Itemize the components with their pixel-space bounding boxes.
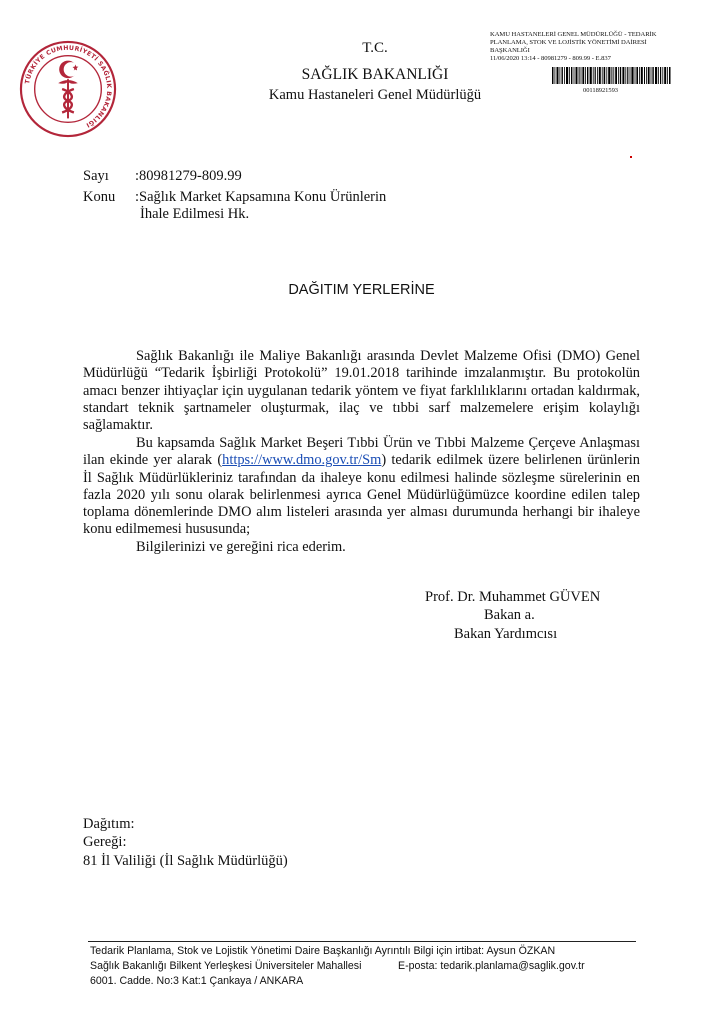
ministry-seal-logo (19, 40, 117, 138)
p2-line: konu edilmemesi hususunda; (83, 521, 251, 538)
p2-line-link: ilan ekinde yer alarak (https://www.dmo.gov.tr/Sm) tedarik edilmek üzere belirlenen ürünlerin (83, 452, 640, 469)
p1-line: Müdürlüğü “Tedarik İşbirliği Protokolü” 19.01.2018 tarihinde imzalanmıştır. Bu protokolün (83, 365, 640, 382)
sayi-value: :80981279-809.99 (135, 168, 242, 184)
gereği-label: Gereği: (83, 834, 127, 850)
signatory-role-1: Bakan a. (484, 607, 535, 623)
p3-text: Bilgilerinizi ve gereğini rica ederim. (136, 539, 346, 555)
footer-line-1: Tedarik Planlama, Stok ve Lojistik Yönetimi Daire Başkanlığı Ayrıntılı Bilgi için irtibat: Aysun ÖZKAN (90, 945, 556, 957)
header-directorate: Kamu Hastaneleri Genel Müdürlüğü (268, 87, 482, 103)
stamp-line-2: PLANLAMA, STOK VE LOJİSTİK YÖNETİMİ DAİRESİ (490, 39, 647, 46)
konu-value-line-2: İhale Edilmesi Hk. (140, 206, 250, 222)
stamp-line-4: 11/06/2020 13:14 - 80981279 - 809.99 - E.837 (490, 55, 611, 62)
document-stamp (490, 31, 709, 95)
svg-text:TÜRKİYE CUMHURİYETİ SAĞLIK BAK: TÜRKİYE CUMHURİYETİ SAĞLIK BAKANLIĞI (24, 44, 113, 129)
konu-label: Konu (83, 189, 116, 205)
footer-line-3: 6001. Cadde. No:3 Kat:1 Çankaya / ANKARA (90, 975, 304, 987)
p2-line: toplama dönemlerinde DMO alım listeleri arasında yer alması durumunda herhangi bir ihaleye (83, 504, 640, 521)
dmo-link[interactable]: https://www.dmo.gov.tr/Sm (222, 452, 382, 469)
p1-line: amacı benzer ihtiyaçlar için uygulanan tedarik yöntem ve fiyat farklılıklarını ortadan kaldırmak, (83, 382, 640, 399)
p2-line: Bu kapsamda Sağlık Market Beşeri Tıbbi Ürün ve Tıbbi Malzeme Çerçeve Anlaşması (136, 435, 640, 451)
footer-email: E-posta: tedarik.planlama@saglik.gov.tr (398, 960, 585, 972)
header-tc: T.C. (362, 40, 388, 56)
paragraph-3 (83, 539, 640, 556)
barcode-graphic (552, 67, 672, 84)
p2-line: fazla 2020 yılı sonu olarak belirlenmesi ayrıca Genel Müdürlüğümüzce koordine edilen talep (83, 486, 640, 503)
footer-address: Sağlık Bakanlığı Bilkent Yerleşkesi Üniversiteler Mahallesi (90, 960, 362, 972)
footer-divider (88, 941, 636, 942)
p1-line: sağlamaktır. (83, 417, 153, 434)
red-dot-mark (630, 156, 632, 158)
konu-value-line-1: :Sağlık Market Kapsamına Konu Ürünlerin (135, 189, 387, 205)
stamp-line-1: KAMU HASTANELERİ GENEL MÜDÜRLÜĞÜ - TEDARİK (490, 31, 657, 38)
paragraph-2 (83, 435, 640, 539)
signatory-name: Prof. Dr. Muhammet GÜVEN (425, 589, 601, 605)
distribution-title: DAĞITIM YERLERİNE (288, 282, 435, 298)
konu-row (83, 189, 386, 206)
sayi-row (83, 168, 242, 185)
header-ministry: SAĞLIK BAKANLIĞI (301, 66, 449, 83)
paragraph-1 (83, 348, 640, 434)
barcode-number: 00118921593 (583, 87, 618, 94)
p2-line: İl Sağlık Müdürlükleriniz tarafından da ihaleye konu edilmesi halinde sözleşme sürelerinin en (83, 469, 640, 486)
distribution-recipient: 81 İl Valiliği (İl Sağlık Müdürlüğü) (83, 853, 288, 869)
signatory-role-2: Bakan Yardımcısı (454, 626, 558, 642)
sayi-label: Sayı (83, 168, 109, 184)
p1-line: Sağlık Bakanlığı ile Maliye Bakanlığı arasında Devlet Malzeme Ofisi (DMO) Genel (136, 348, 640, 364)
p1-line: standart teknik şartnameler oluşturmak, ilaç ve tıbbi sarf malzemelere erişim kolaylığı (83, 399, 640, 416)
stamp-line-3: BAŞKANLIĞI (490, 47, 530, 54)
distribution-label: Dağıtım: (83, 816, 135, 832)
